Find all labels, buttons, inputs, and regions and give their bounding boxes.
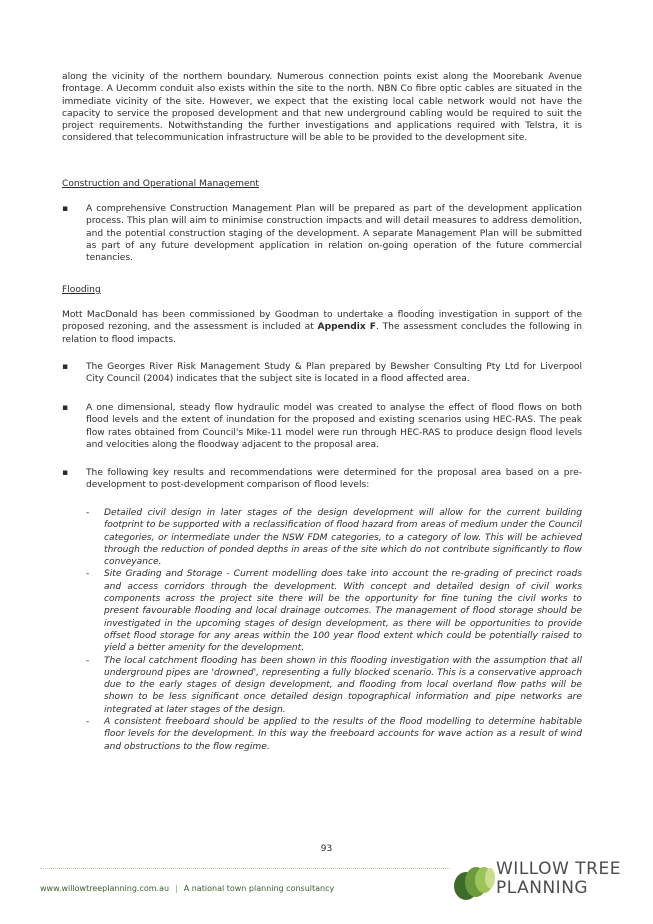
sub-list-item: - Detailed civil design in later stages of the design development will allow for the current building footprint to be supported with a reclassification of flood hazard from areas of medium under the Council categories, or intermediate under the NSW FDM categories, to a category of low. This will be achieved through the reduction of ponded depths in areas of the site which do not contribute significantly to flow conveyance. (86, 508, 582, 568)
construction-bullet (62, 203, 582, 264)
intro-paragraph (62, 71, 582, 145)
page-number: 93 (320, 844, 333, 854)
flooding-bullet-3 (62, 467, 582, 492)
footer (40, 884, 334, 893)
tree-icon (452, 860, 496, 904)
section-heading-flooding: Flooding (62, 285, 101, 295)
intro-text: along the vicinity of the northern boundary. Numerous connection points exist along the Moorebank Avenue frontage. A Uecomm conduit also exists within the site to the north. NBN Co fibre optic cables are situated in the immediate vicinity of the site. However, we expect that the existing local cable network would not have the capacity to service the proposed development and that new underground cabling would be required to suit the project requirements. Notwithstanding the further investigations and applications required with Telstra, it is considered that telecommunication infrastructure will be able to be provided to the development site. (62, 72, 582, 144)
footer-website-link[interactable]: www.willowtreeplanning.com.au (40, 884, 170, 893)
bullet-marker: ▪ (62, 468, 69, 478)
logo-wordmark: WILLOW TREE PLANNING (496, 859, 621, 898)
bullet-marker: ▪ (62, 362, 69, 372)
footer-separator: | (175, 884, 178, 893)
dash-marker: - (86, 655, 90, 666)
flooding-bullet-2 (62, 402, 582, 451)
flooding-intro (62, 309, 582, 346)
sub-list (62, 507, 582, 753)
section-heading-construction: Construction and Operational Management (62, 179, 259, 189)
bullet-marker: ▪ (62, 204, 69, 214)
flooding-bullet-1 (62, 361, 582, 386)
flooding-intro-text: Mott MacDonald has been commissioned by Goodman to undertake a flooding investigation in support of the proposed rezoning, and the assessment is included at Appendix F. The assessment concludes the following in relation to flood impacts. (62, 310, 582, 345)
appendix-reference: Appendix F (317, 322, 376, 333)
dash-marker: - (86, 508, 90, 518)
company-logo (452, 860, 622, 904)
sub-list-item: - Site Grading and Storage - Current modelling does take into account the re-grading of precinct roads and access corridors through the development. With concept and detailed design of civil works components across the project site there will be the opportunity for fine tuning the civil works to present favourable flooding and local drainage outcomes. The management of flood storage should be investigated in the upcoming stages of design development, as there will be opportunities to provide offset flood storage for any areas within the 100 year flood extent which could be potentially raised to yield a better amenity for the development. (86, 569, 582, 654)
bullet-marker: ▪ (62, 403, 69, 413)
list-item: ▪ The following key results and recommendations were determined for the proposal area based on a pre-development to post-development comparison of flood levels: (62, 468, 582, 491)
footer-divider (40, 868, 450, 869)
section-flooding (62, 284, 582, 296)
sub-list-item: - A consistent freeboard should be applied to the results of the flood modelling to determine habitable floor levels for the development. In this way the freeboard accounts for wave action as a result of wind and obstructions to the flow regime. (86, 717, 582, 752)
dash-marker: - (86, 569, 90, 580)
list-item: ▪ A comprehensive Construction Management Plan will be prepared as part of the development application process. This plan will aim to minimise construction impacts and will detail measures to address demolition, and the potential construction staging of the development. A separate Management Plan will be submitted as part of any future development application in relation on-going operation of the future commercial tenancies. (62, 204, 582, 264)
dash-marker: - (86, 717, 90, 728)
list-item: ▪ A one dimensional, steady flow hydraulic model was created to analyse the effect of flood flows on both flood levels and the extent of inundation for the proposed and existing scenarios using HEC-RAS. The peak flow rates obtained from Council's Mike-11 model were run through HEC-RAS to produce design flood levels and velocities along the floodway adjacent to the proposal area. (62, 403, 582, 450)
footer-tagline: A national town planning consultancy (183, 884, 335, 893)
list-item: ▪ The Georges River Risk Management Study & Plan prepared by Bewsher Consulting Pty Ltd for Liverpool City Council (2004) indicates that the subject site is located in a flood affected area. (62, 362, 582, 385)
section-construction (62, 178, 582, 190)
sub-list-item: - The local catchment flooding has been shown in this flooding investigation with the assumption that all underground pipes are 'drowned', representing a fully blocked scenario. This is a conservative approach due to the early stages of design development, and flooding from local overland flow paths will be shown to be less significant once detailed design topographical information and pipe networks are integrated at later stages of the design. (86, 655, 582, 715)
